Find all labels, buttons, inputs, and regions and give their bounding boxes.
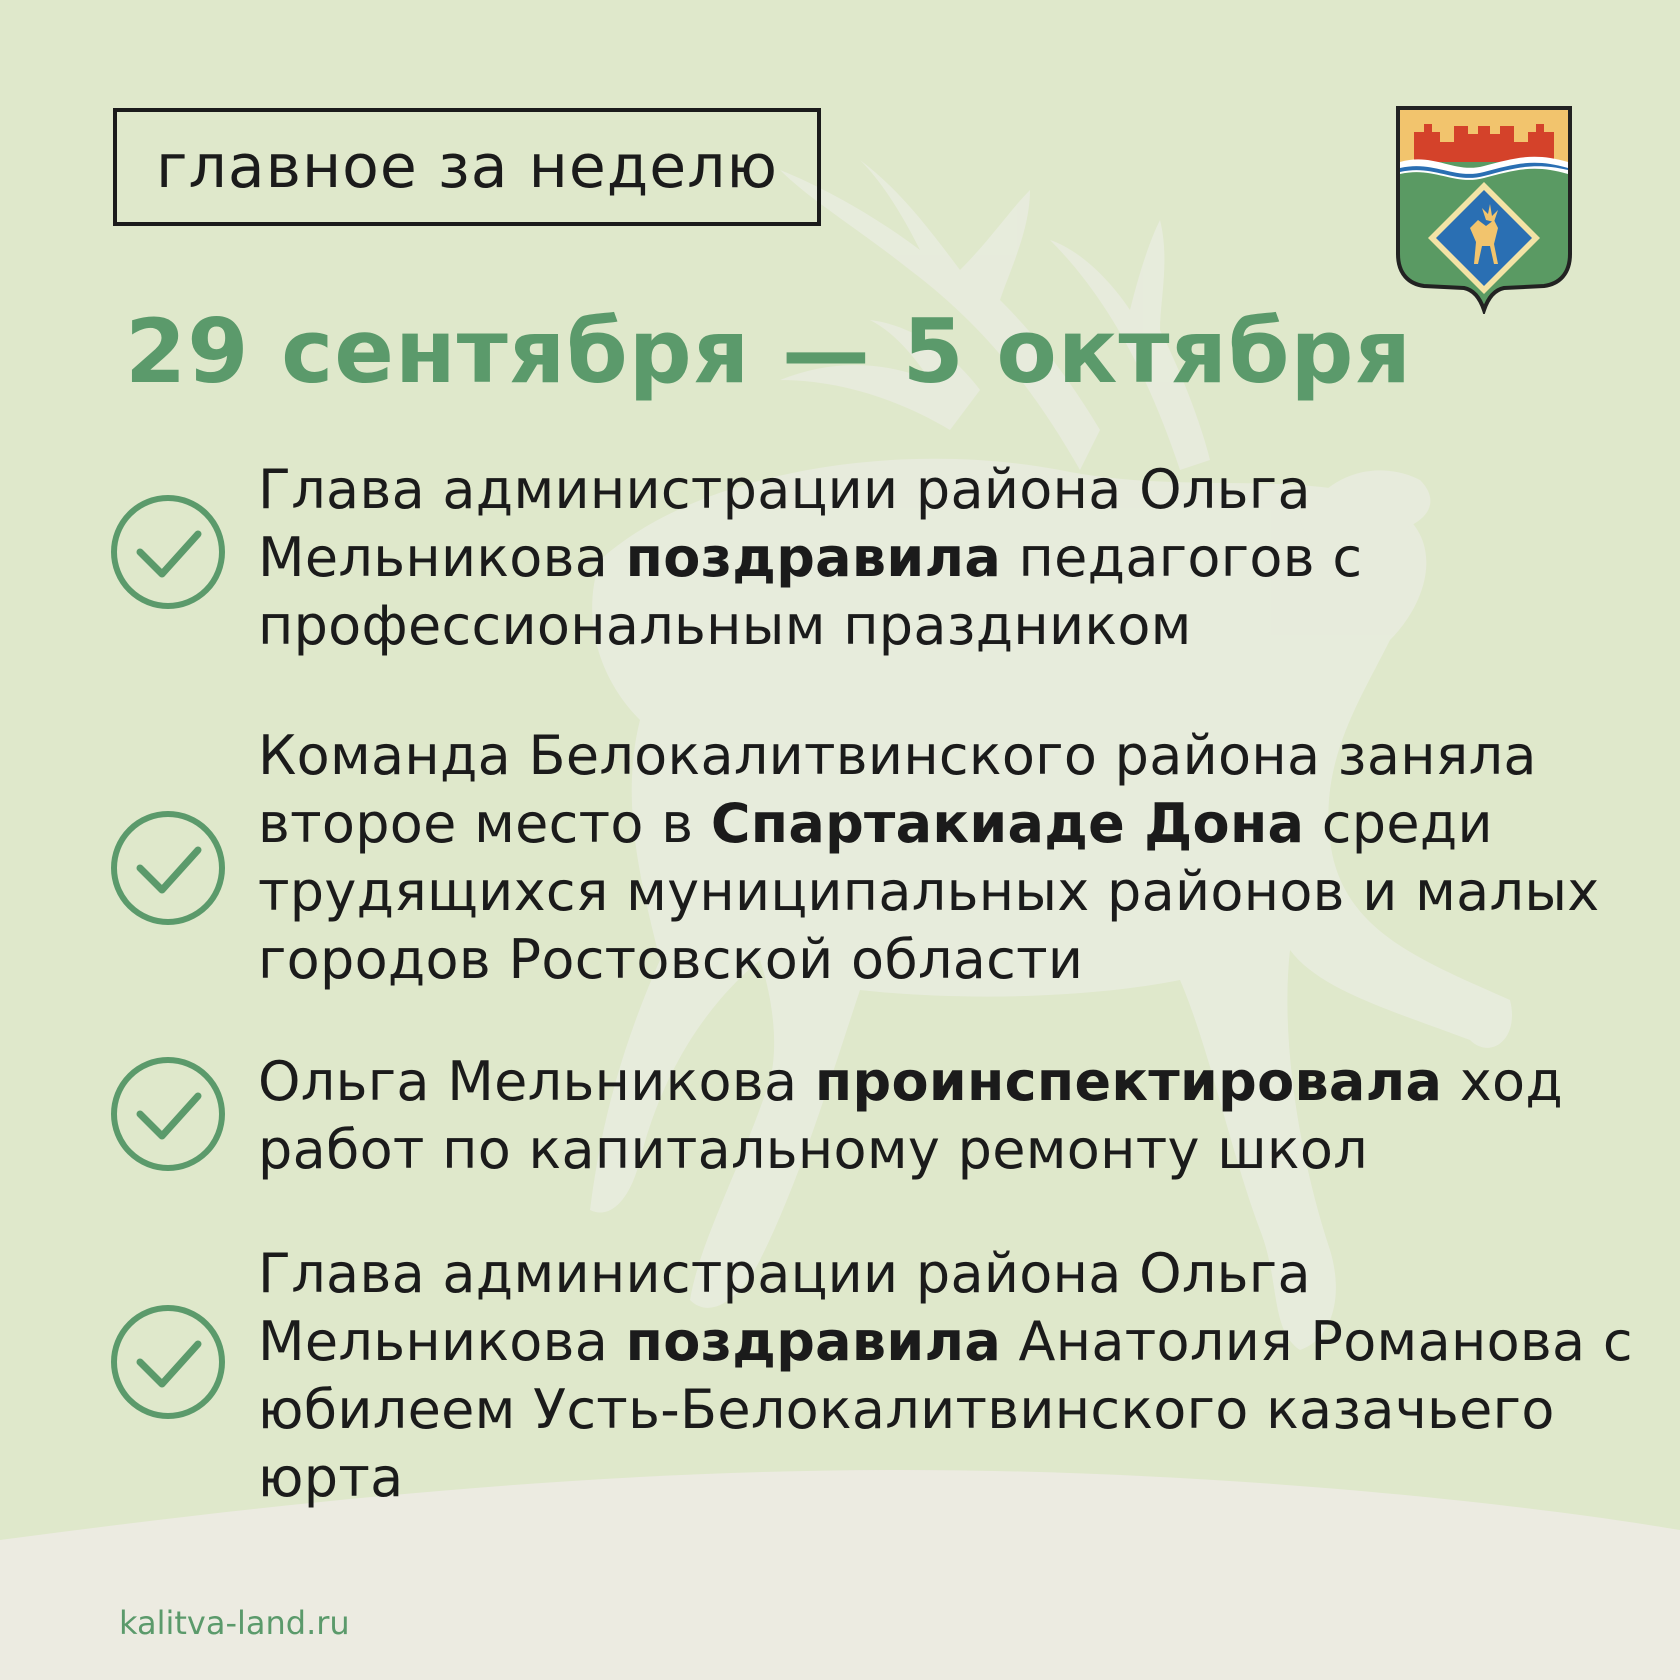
check-circle-icon [110,494,226,610]
check-circle-icon [110,1056,226,1172]
news-text-regular: Ольга Мельникова [258,1050,815,1113]
news-text-regular: Глава администрации района Ольга Мельникова [258,458,1311,589]
weekly-highlights-tag [113,108,821,226]
news-text-bold: поздравила [625,526,1002,589]
news-text-regular: Глава администрации района Ольга Мельникова [258,1242,1311,1373]
news-text [258,456,1640,660]
news-text-regular: Команда Белокалитвинского района заняла второе место в [258,724,1537,855]
coat-of-arms-icon [1394,104,1574,314]
news-text [258,722,1640,994]
news-text-regular: ход работ по капитальному ремонту школ [258,1050,1563,1181]
check-circle-icon [110,1304,226,1420]
news-text [258,1240,1640,1512]
news-text-bold: поздравила [625,1310,1002,1373]
date-range-heading: 29 сентября — 5 октября [125,300,1412,403]
news-text-bold: проинспектировала [814,1050,1443,1113]
news-text [258,1048,1640,1184]
news-text-bold: Спартакиаде Дона [710,792,1305,855]
weekly-highlights-label: главное за неделю [155,132,779,202]
news-text-regular: педагогов с профессиональным праздником [258,526,1363,657]
news-text-regular: Анатолия Романова с юбилеем Усть-Белокалитвинского казачьего юрта [258,1310,1633,1509]
site-url-link[interactable]: kalitva-land.ru [119,1604,350,1642]
check-circle-icon [110,810,226,926]
news-text-regular: среди трудящихся муниципальных районов и малых городов Ростовской области [258,792,1600,991]
